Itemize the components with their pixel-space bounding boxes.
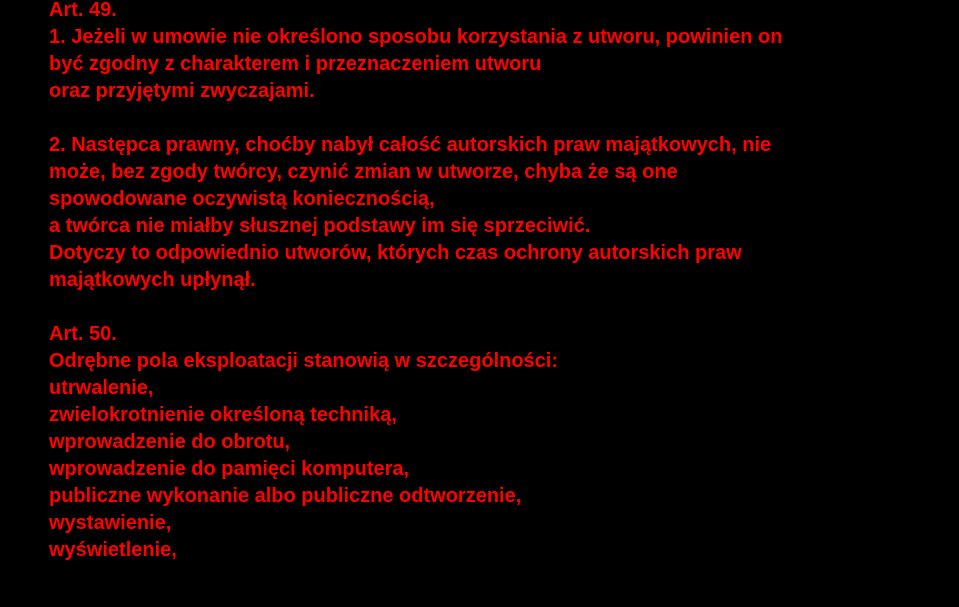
article-49-line: być zgodny z charakterem i przeznaczeniem utworu — [49, 53, 542, 75]
article-50-item: wystawienie, — [49, 512, 172, 534]
article-49-line: a twórca nie miałby słusznej podstawy im się sprzeciwić. — [49, 215, 591, 237]
article-50-item: wyświetlenie, — [49, 539, 177, 561]
article-49-line: spowodowane oczywistą koniecznością, — [49, 188, 435, 210]
article-50-item: zwielokrotnienie określoną techniką, — [49, 404, 397, 426]
article-49-line: 1. Jeżeli w umowie nie określono sposobu korzystania z utworu, powinien on — [49, 26, 783, 48]
article-49-line: może, bez zgody twórcy, czynić zmian w utworze, chyba że są one — [49, 161, 678, 183]
article-50-item: publiczne wykonanie albo publiczne odtworzenie, — [49, 485, 522, 507]
article-49-line: majątkowych upłynął. — [49, 269, 256, 291]
article-50-item: utrwalenie, — [49, 377, 154, 399]
paragraph-gap — [49, 105, 959, 132]
article-50-item: wprowadzenie do obrotu, — [49, 431, 291, 453]
article-49-line: oraz przyjętymi zwyczajami. — [49, 80, 315, 102]
article-50-heading: Art. 50. — [49, 323, 117, 345]
article-49-heading: Art. 49. — [49, 0, 117, 21]
article-50-intro: Odrębne pola eksploatacji stanowią w szczególności: — [49, 350, 559, 372]
article-49-line: 2. Następca prawny, choćby nabył całość autorskich praw majątkowych, nie — [49, 134, 772, 156]
paragraph-gap — [49, 294, 959, 321]
article-50-item: wprowadzenie do pamięci komputera, — [49, 458, 410, 480]
article-49-line: Dotyczy to odpowiednio utworów, których czas ochrony autorskich praw — [49, 242, 742, 264]
